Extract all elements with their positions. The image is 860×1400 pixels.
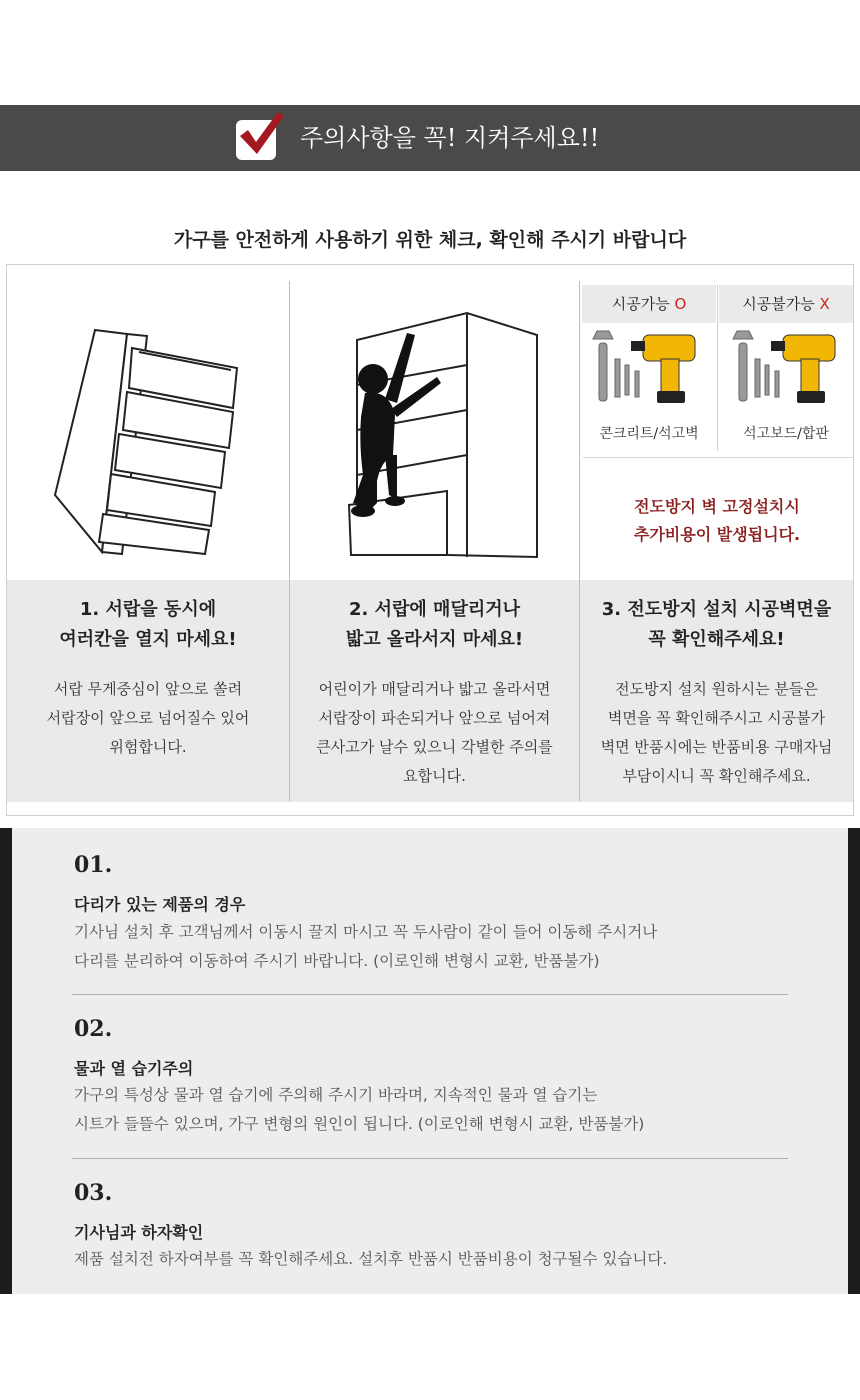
caution-title-3: 3. 전도방지 설치 시공벽면을 꼭 확인해주세요! [601, 599, 832, 650]
install-impossible-material: 석고보드/합판 [743, 426, 829, 442]
install-warning: 전도방지 벽 고정설치시 추가비용이 발생됩니다. [633, 497, 801, 544]
caution-title-2: 2. 서랍에 매달리거나 밟고 올라서지 마세요! [345, 599, 524, 650]
caution-title-1: 1. 서랍을 동시에 여러칸을 열지 마세요! [59, 599, 237, 650]
caution-desc-1: 서랍 무게중심이 앞으로 쏠려 서랍장이 앞으로 넘어질수 있어 위험합니다. [46, 680, 250, 756]
note-divider [72, 994, 788, 995]
note-text: 제품 설치전 하자여부를 꼭 확인해주세요. 설치후 반품시 반품비용이 청구될수 있습니다. [74, 1250, 668, 1268]
notes-section [12, 828, 848, 1294]
note-divider [72, 1158, 788, 1159]
drawer-cabinet-illustration [47, 320, 247, 560]
banner-title: 주의사항을 꼭! 지켜주세요!! [300, 124, 600, 152]
notes-edge-right [848, 828, 860, 1294]
note-title: 물과 열 습기주의 [74, 1059, 194, 1078]
note-text: 가구의 특성상 물과 열 습기에 주의해 주시기 바라며, 지속적인 물과 열 습기는 시트가 들뜰수 있으며, 가구 변형의 원인이 됩니다. (이로인해 변형시 교환, 반품불가) [74, 1086, 645, 1133]
drill-tools-icon [591, 329, 701, 409]
note-title: 다리가 있는 제품의 경우 [74, 895, 246, 914]
notes-edge-left [0, 828, 12, 1294]
note-number: 02. [74, 1016, 113, 1042]
child-climbing-illustration [337, 305, 547, 565]
install-divider [717, 285, 718, 451]
drill-tools-icon [731, 329, 841, 409]
install-rule [583, 457, 853, 458]
caution-desc-2: 어린이가 매달리거나 밟고 올라서면 서랍장이 파손되거나 앞으로 넘어져 큰사고가 날수 있으니 각별한 주의를 요합니다. [316, 680, 553, 785]
note-text: 기사님 설치 후 고객님께서 이동시 끌지 마시고 꼭 두사람이 같이 들어 이동해 주시거나 다리를 분리하여 이동하여 주시기 바랍니다. (이로인해 변형시 교환, 반품불가) [74, 923, 658, 970]
note-title: 기사님과 하자확인 [74, 1223, 204, 1242]
page-subheading: 가구를 안전하게 사용하기 위한 체크, 확인해 주시기 바랍니다 [173, 229, 687, 251]
checkmark-icon [236, 120, 276, 160]
caution-panel [6, 264, 854, 816]
note-number: 01. [74, 852, 113, 878]
caution-desc-3: 전도방지 설치 원하시는 분들은 벽면을 꼭 확인해주시고 시공불가 벽면 반품시에는 반품비용 구매자님 부담이시니 꼭 확인해주세요. [600, 680, 833, 785]
install-possible-material: 콘크리트/석고벽 [599, 426, 699, 442]
install-possible-header: 시공가능 O [582, 285, 716, 323]
note-number: 03. [74, 1180, 113, 1206]
install-impossible-header: 시공불가능 X [719, 285, 853, 323]
